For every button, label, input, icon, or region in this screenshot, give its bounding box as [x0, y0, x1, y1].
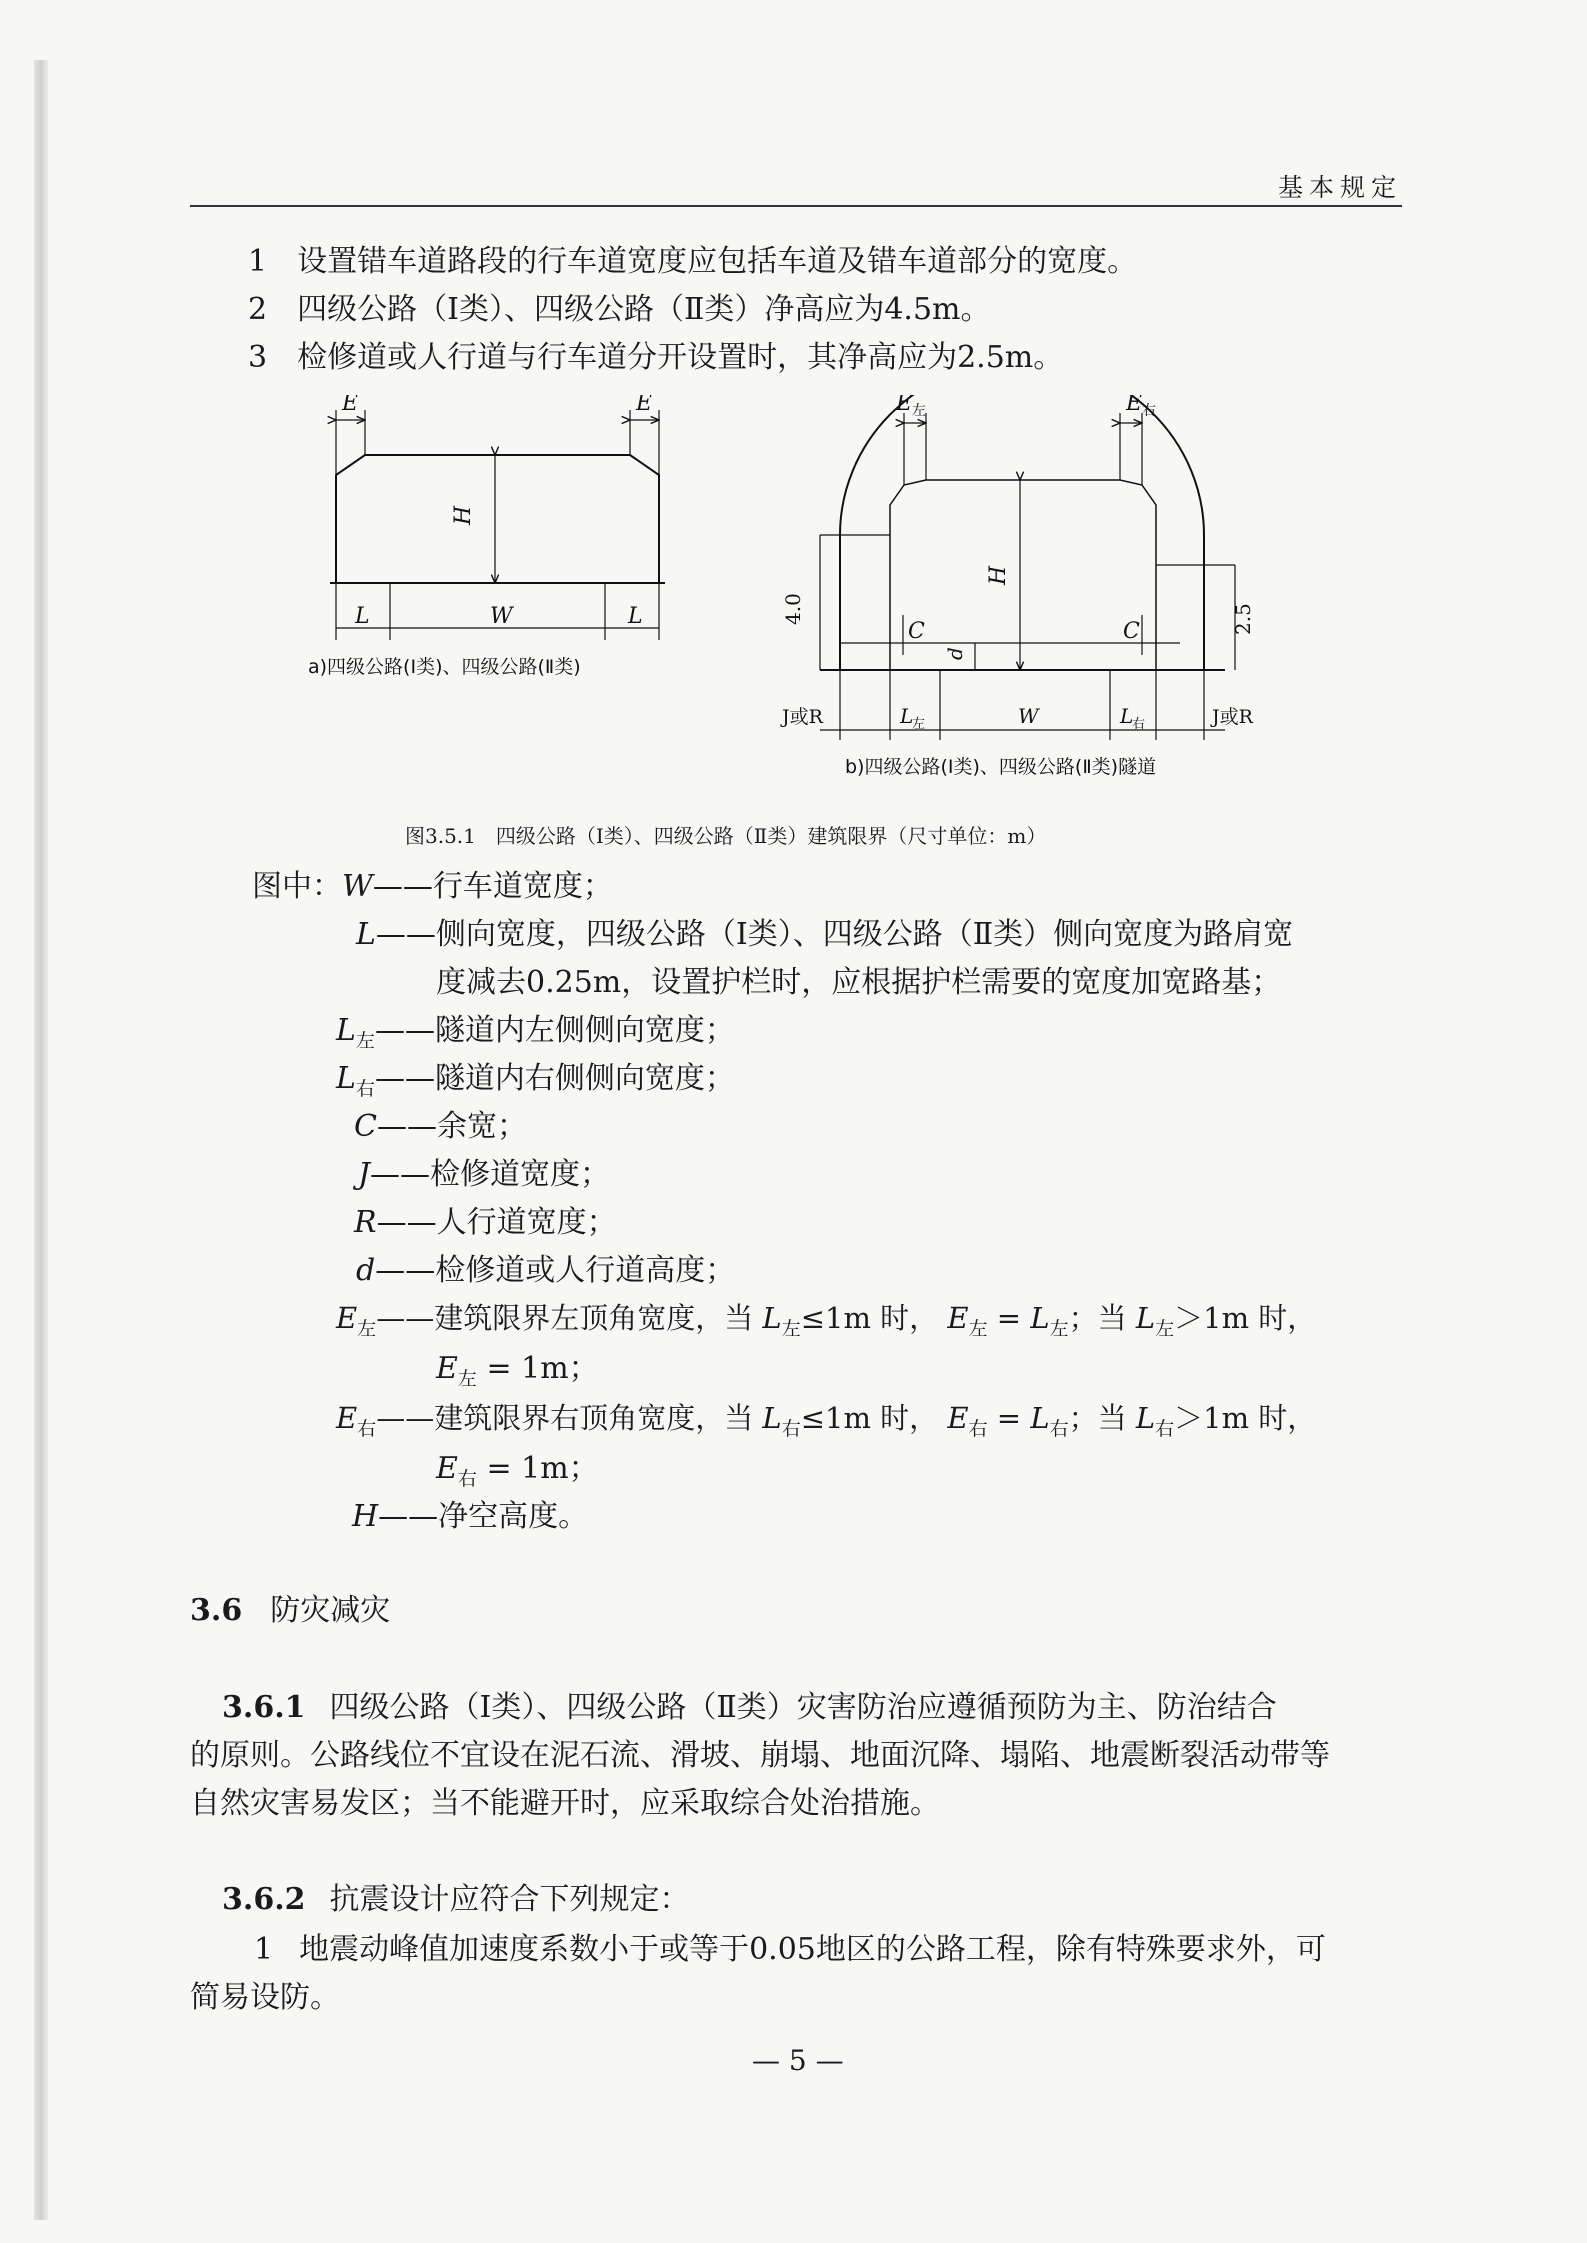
- legend-symbol: L: [1030, 1301, 1050, 1335]
- legend-symbol: L: [762, 1401, 782, 1435]
- list-item: [248, 244, 1138, 279]
- fig-b-label-e-right-sub: 右: [1142, 403, 1156, 419]
- fig-b-label-2.5: 2.5: [1231, 603, 1255, 635]
- legend-subscript: 右: [357, 1418, 377, 1440]
- fig-b-label-l-right-sub: 右: [1132, 717, 1146, 732]
- fig-b-label-e-left-sub: 左: [912, 403, 926, 419]
- legend-desc: ——侧向宽度，四级公路（Ⅰ类）、四级公路（Ⅱ类）侧向宽度为路肩宽: [375, 917, 1294, 952]
- legend-symbol: d: [356, 1253, 376, 1288]
- clause-number: 3.6.1: [222, 1690, 306, 1725]
- clause-number: 3.6.2: [222, 1882, 306, 1917]
- item-text: 地震动峰值加速度系数小于或等于0.05地区的公路工程，除有特殊要求外，可: [299, 1932, 1326, 1967]
- legend-symbol: L: [356, 917, 376, 952]
- diagram-b-outline: [820, 395, 1225, 670]
- legend-h: [352, 1499, 589, 1534]
- legend-symbol: E: [336, 1301, 358, 1335]
- clause-3-6-1-line3: 自然灾害易发区；当不能避开时，应采取综合处治措施。: [190, 1786, 940, 1821]
- legend-desc: ——检修道或人行道高度；: [375, 1253, 736, 1288]
- legend-l-left: [336, 1013, 735, 1052]
- legend-desc: 度减去0.25m，设置护栏时，应根据护栏需要的宽度加宽路基；: [436, 965, 1282, 1000]
- legend-subscript: 右: [355, 1078, 375, 1100]
- legend-symbol: H: [352, 1499, 379, 1534]
- legend-desc: ——建筑限界左顶角宽度，当: [376, 1301, 754, 1335]
- fig-a-caption: a)四级公路(Ⅰ类)、四级公路(Ⅱ类): [308, 656, 581, 678]
- legend-desc: ——检修道宽度；: [370, 1157, 611, 1192]
- legend-symbol: R: [354, 1205, 377, 1240]
- legend-subscript: 右: [457, 1468, 477, 1490]
- clause-3-6-2-item: [254, 1932, 1326, 1967]
- fig-a-label-w: W: [490, 604, 513, 629]
- item-text: 四级公路（Ⅰ类）、四级公路（Ⅱ类）净高应为4.5m。: [297, 292, 991, 327]
- legend-subscript: 左: [357, 1318, 377, 1340]
- legend-subscript: 左: [457, 1368, 477, 1390]
- legend-desc: = 1m；: [476, 1351, 599, 1386]
- item-number: 1: [254, 1932, 274, 1967]
- legend-j: [358, 1157, 611, 1192]
- fig-b-label-e-left: E: [896, 395, 913, 416]
- fig-b-label-jr-left: J或R: [782, 706, 823, 728]
- legend-desc: ≤1m 时，: [800, 1401, 939, 1435]
- legend-symbol: E: [436, 1351, 458, 1386]
- legend-symbol: L: [336, 1013, 356, 1048]
- section-number: 3.6: [190, 1593, 243, 1628]
- legend-r: [354, 1205, 617, 1240]
- legend-subscript: 右: [1155, 1418, 1175, 1440]
- page-number: — 5 —: [752, 2044, 844, 2077]
- legend-e-right-cont: [436, 1451, 599, 1490]
- legend-desc: ；当: [1068, 1301, 1127, 1335]
- figure-caption: 图3.5.1 四级公路（Ⅰ类）、四级公路（Ⅱ类）建筑限界（尺寸单位：m）: [405, 824, 1047, 848]
- legend-symbol: L: [762, 1301, 782, 1335]
- legend-symbol: E: [947, 1301, 969, 1335]
- diagram-a-outline: [330, 455, 665, 583]
- section-heading: [190, 1593, 391, 1628]
- legend-symbol: E: [336, 1401, 358, 1435]
- legend-subscript: 左: [968, 1318, 988, 1340]
- clause-text: 四级公路（Ⅰ类）、四级公路（Ⅱ类）灾害防治应遵循预防为主、防治结合: [329, 1690, 1277, 1725]
- fig-b-label-l-right: L: [1120, 704, 1134, 728]
- fig-b-label-c-right: C: [1123, 619, 1140, 644]
- legend-prefix: 图中：: [252, 869, 342, 904]
- list-item: [248, 340, 1064, 375]
- legend-desc: =: [987, 1301, 1031, 1335]
- legend-desc: = 1m；: [476, 1451, 599, 1486]
- legend-desc: ＞1m 时，: [1174, 1301, 1317, 1335]
- legend-l: [356, 917, 1294, 952]
- legend-d: [356, 1253, 736, 1288]
- fig-b-label-l-left-sub: 左: [912, 717, 926, 732]
- fig-b-label-c-left: C: [908, 619, 925, 644]
- legend-subscript: 左: [781, 1318, 801, 1340]
- legend-symbol: L: [1135, 1301, 1156, 1335]
- legend-symbol: J: [358, 1157, 371, 1192]
- fig-a-label-h: H: [451, 505, 476, 525]
- legend-desc: =: [987, 1401, 1031, 1435]
- fig-b-label-h: H: [986, 565, 1011, 585]
- fig-b-label-l-left: L: [900, 704, 914, 728]
- legend-w: [252, 869, 613, 904]
- clause-3-6-2-item-line2: 简易设防。: [190, 1980, 340, 2015]
- fig-a-label-l-right: L: [628, 604, 643, 629]
- clause-text: 抗震设计应符合下列规定：: [329, 1882, 690, 1917]
- clause-3-6-1-line2: 的原则。公路线位不宜设在泥石流、滑坡、崩塌、地面沉降、塌陷、地震断裂活动带等: [190, 1738, 1330, 1773]
- legend-e-left-cont: [436, 1351, 599, 1390]
- fig-b-caption: b)四级公路(Ⅰ类)、四级公路(Ⅱ类)隧道: [845, 756, 1157, 778]
- legend-desc: ——隧道内右侧侧向宽度；: [374, 1061, 735, 1096]
- legend-desc: ；当: [1068, 1401, 1127, 1435]
- legend-symbol: L: [336, 1061, 356, 1096]
- legend-e-left: [336, 1301, 1317, 1340]
- fig-a-label-e-left: E: [342, 395, 359, 416]
- legend-e-right: [336, 1401, 1317, 1440]
- fig-b-label-4.0: 4.0: [781, 593, 805, 625]
- section-title: 防灾减灾: [270, 1593, 391, 1628]
- legend-desc: ——行车道宽度；: [372, 869, 613, 904]
- legend-desc: ——隧道内左侧侧向宽度；: [374, 1013, 735, 1048]
- diagram-b-dims: [820, 413, 1235, 740]
- legend-desc: ≤1m 时，: [800, 1301, 939, 1335]
- legend-desc: ——余宽；: [376, 1109, 527, 1144]
- legend-symbol: W: [342, 869, 373, 904]
- legend-desc: ＞1m 时，: [1174, 1401, 1317, 1435]
- legend-subscript: 左: [1049, 1318, 1069, 1340]
- item-number: 2: [248, 292, 268, 327]
- legend-symbol: C: [354, 1109, 377, 1144]
- legend-desc: ——建筑限界右顶角宽度，当: [376, 1401, 754, 1435]
- list-item: [248, 292, 991, 327]
- legend-subscript: 右: [1049, 1418, 1069, 1440]
- item-number: 1: [248, 244, 268, 279]
- legend-symbol: E: [947, 1401, 969, 1435]
- legend-subscript: 左: [355, 1030, 375, 1052]
- legend-symbol: E: [436, 1451, 458, 1486]
- legend-l-right: [336, 1061, 735, 1100]
- item-text: 设置错车道路段的行车道宽度应包括车道及错车道部分的宽度。: [297, 244, 1138, 279]
- legend-subscript: 右: [968, 1418, 988, 1440]
- item-number: 3: [248, 340, 268, 375]
- clause-3-6-1: [222, 1690, 1277, 1725]
- page-binding-shadow: [34, 60, 48, 2220]
- legend-symbol: L: [1030, 1401, 1050, 1435]
- fig-a-label-l-left: L: [355, 604, 370, 629]
- legend-c: [354, 1109, 527, 1144]
- fig-a-label-e-right: E: [636, 395, 653, 416]
- running-header: [190, 168, 1402, 204]
- clause-3-6-2: [222, 1882, 690, 1917]
- legend-subscript: 右: [781, 1418, 801, 1440]
- header-rule: [190, 205, 1402, 207]
- fig-b-label-w: W: [1018, 704, 1039, 728]
- legend-desc: ——人行道宽度；: [376, 1205, 617, 1240]
- legend-l-cont: [436, 965, 1282, 1000]
- fig-b-label-d: d: [943, 647, 967, 660]
- fig-b-label-jr-right: J或R: [1212, 706, 1253, 728]
- legend-subscript: 左: [1155, 1318, 1175, 1340]
- clearance-figure: [300, 395, 1300, 815]
- legend-symbol: L: [1135, 1401, 1156, 1435]
- item-text: 检修道或人行道与行车道分开设置时，其净高应为2.5m。: [297, 340, 1064, 375]
- legend-desc: ——净空高度。: [378, 1499, 589, 1534]
- fig-b-label-e-right: E: [1126, 395, 1143, 416]
- running-header-title: 基本规定: [1277, 173, 1402, 202]
